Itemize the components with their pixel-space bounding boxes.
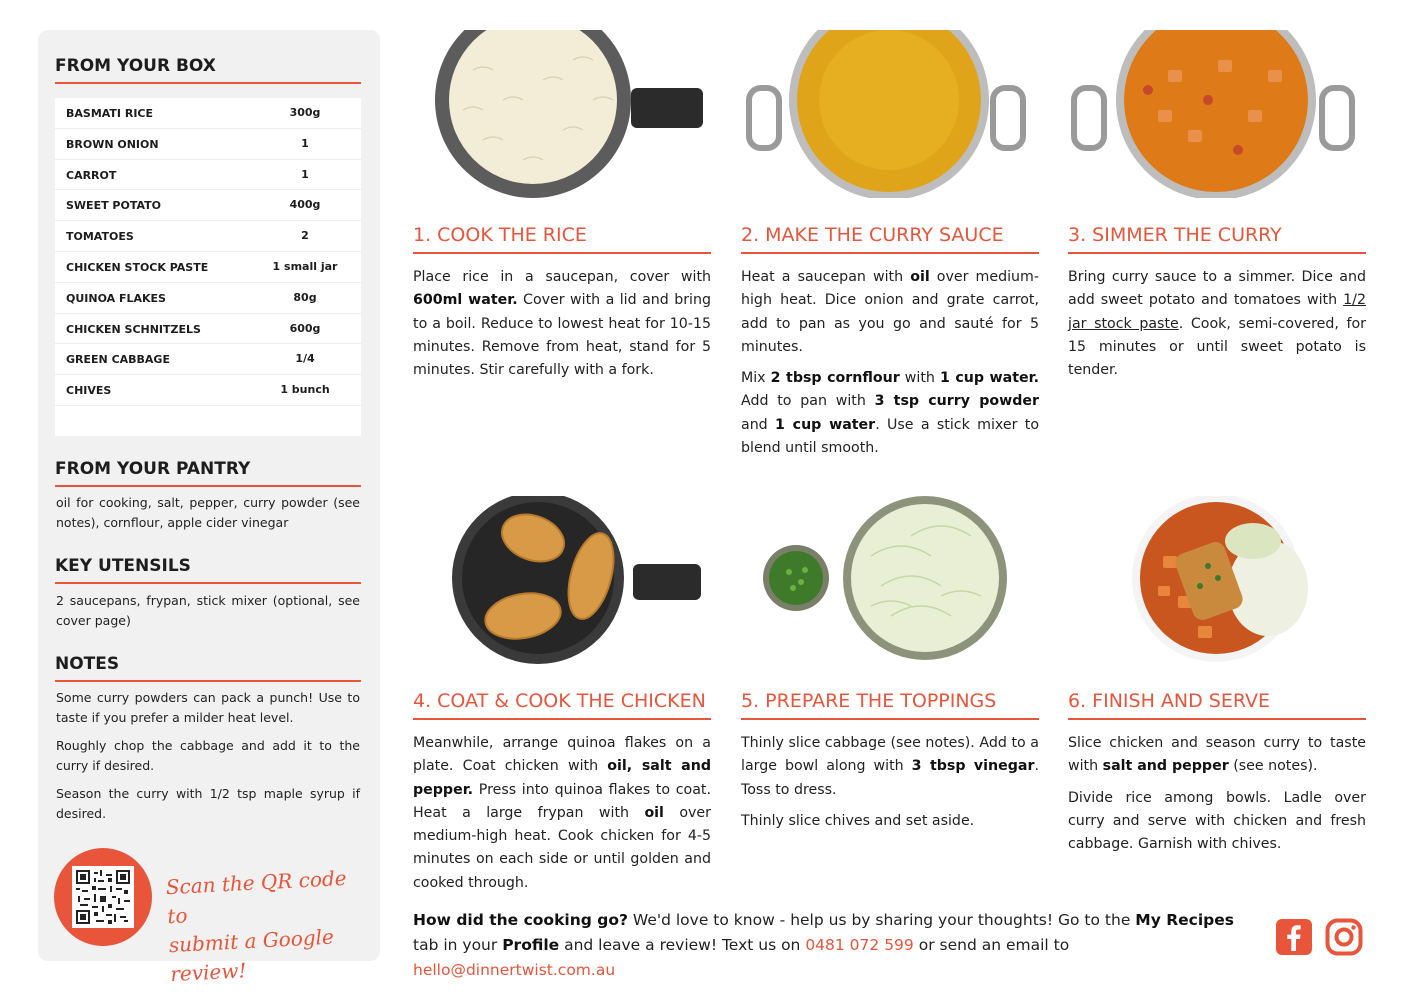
ingredient-name: SWEET POTATO bbox=[66, 199, 161, 213]
step-4-photo bbox=[413, 496, 711, 664]
feedback-footer bbox=[413, 908, 1263, 983]
step-paragraph bbox=[413, 732, 711, 895]
step-1-text bbox=[413, 266, 711, 382]
step-1-title: 1. COOK THE RICE bbox=[413, 224, 711, 254]
ingredient-row bbox=[55, 314, 361, 345]
text-run: Cover with a lid and bring to a boil. Reduce to lowest heat for 10-15 minutes. Remove from heat, stand for 5 minutes. Stir carefully with a fork. bbox=[413, 292, 711, 379]
step-4-title: 4. COAT & COOK THE CHICKEN bbox=[413, 690, 711, 720]
ingredient-row bbox=[55, 344, 361, 375]
text-run: over medium-high heat. Cook chicken for 4-5 minutes on each side or until golden and cooked through. bbox=[413, 804, 711, 891]
ingredient-name: BASMATI RICE bbox=[66, 107, 154, 120]
step-4-text bbox=[413, 732, 711, 895]
text-run: Thinly slice chives and set aside. bbox=[741, 812, 975, 829]
qr-caption-line-1: Scan the QR code to bbox=[165, 865, 348, 929]
qr-caption-line-2: submit a Google review! bbox=[168, 924, 335, 987]
ingredient-quantity: 1 bbox=[301, 167, 309, 181]
text-run: Meanwhile, arrange quinoa flakes on a plate. Coat chicken with bbox=[413, 735, 711, 775]
ingredient-quantity: 1 small jar bbox=[272, 259, 338, 273]
ingredient-row bbox=[55, 98, 361, 129]
pantry-text: oil for cooking, salt, pepper, curry powder (see notes), cornflour, apple cider vinegar bbox=[56, 495, 360, 530]
step-2-text bbox=[741, 266, 1039, 460]
ingredient-quantity: 600g bbox=[289, 321, 321, 335]
ingredient-row bbox=[55, 129, 361, 160]
facebook-icon[interactable] bbox=[1275, 918, 1313, 956]
note-1: Some curry powders can pack a punch! Use to taste if you prefer a milder heat level. bbox=[56, 690, 360, 725]
ingredient-quantity: 2 bbox=[301, 229, 309, 243]
ingredient-name: GREEN CABBAGE bbox=[66, 353, 170, 367]
step-paragraph bbox=[741, 810, 1039, 833]
ingredient-quantity: 80g bbox=[293, 290, 317, 304]
emphasis-text: 3 tsp curry powder bbox=[874, 393, 1040, 410]
text-run: We'd love to know - help us by sharing your thoughts! Go to the bbox=[627, 911, 1136, 929]
text-run: Press into quinoa flakes to coat. Heat a large frypan with bbox=[413, 781, 711, 821]
text-run: or send an email to bbox=[913, 936, 1070, 954]
ingredient-row bbox=[55, 283, 361, 314]
ingredient-name: CHICKEN STOCK PASTE bbox=[66, 260, 209, 274]
step-5-text bbox=[741, 732, 1039, 833]
emphasis-text: oil bbox=[644, 804, 664, 821]
ingredient-row bbox=[55, 252, 361, 283]
emphasis-text: oil bbox=[910, 269, 930, 285]
ingredient-quantity: 300g bbox=[289, 106, 321, 119]
emphasis-text: 2 tbsp cornflour bbox=[770, 370, 900, 387]
text-run: Mix bbox=[741, 370, 771, 387]
text-run: Place rice in a saucepan, cover with bbox=[413, 269, 711, 285]
emphasis-text: How did the cooking go? bbox=[413, 911, 628, 929]
ingredient-row bbox=[55, 375, 361, 406]
text-run: Divide rice among bowls. Ladle over curry and serve with chicken and fresh cabbage. Garnish with chives. bbox=[1068, 789, 1366, 853]
step-6-text bbox=[1068, 732, 1366, 856]
step-paragraph bbox=[1068, 266, 1366, 382]
text-run: tab in your bbox=[413, 936, 503, 954]
text-run: Heat a saucepan with bbox=[741, 269, 911, 285]
ingredient-name: BROWN ONION bbox=[66, 137, 159, 151]
ingredient-name: CHICKEN SCHNITZELS bbox=[66, 322, 201, 336]
text-run: over medium-high heat. Dice onion and grate carrot, add to pan as you go and sauté for 5 minutes. bbox=[741, 269, 1039, 355]
text-run: with bbox=[899, 370, 940, 387]
step-paragraph bbox=[1068, 732, 1366, 779]
pantry-title: FROM YOUR PANTRY bbox=[55, 459, 361, 487]
text-run: (see notes). bbox=[1228, 758, 1318, 775]
emphasis-text: My Recipes bbox=[1135, 911, 1234, 929]
notes-title: NOTES bbox=[55, 654, 361, 682]
ingredient-quantity: 1 bbox=[301, 136, 309, 150]
step-paragraph bbox=[741, 367, 1039, 460]
step-2-title: 2. MAKE THE CURRY SAUCE bbox=[741, 224, 1039, 254]
ingredient-name: CHIVES bbox=[66, 384, 112, 398]
step-paragraph bbox=[741, 266, 1039, 359]
text-run: Thinly slice cabbage (see notes). Add to a large bowl along with bbox=[741, 735, 1039, 775]
qr-badge bbox=[54, 848, 152, 946]
text-run: Slice chicken and season curry to taste with bbox=[1068, 735, 1366, 775]
emphasis-text: 1 cup water bbox=[775, 416, 876, 433]
step-5-photo bbox=[741, 496, 1039, 664]
ingredient-quantity: 400g bbox=[289, 198, 321, 212]
note-3: Season the curry with 1/2 tsp maple syrup if desired. bbox=[56, 786, 360, 821]
qr-caption bbox=[165, 863, 371, 989]
text-run: . Use a stick mixer to blend until smooth. bbox=[741, 416, 1040, 457]
box-title: FROM YOUR BOX bbox=[55, 56, 361, 84]
step-6-title: 6. FINISH AND SERVE bbox=[1068, 690, 1366, 720]
text-run: Bring curry sauce to a simmer. Dice and add sweet potato and tomatoes with bbox=[1068, 269, 1366, 309]
ingredient-name: CARROT bbox=[66, 168, 117, 182]
text-run: . Cook, semi-covered, for 15 minutes or until sweet potato is tender. bbox=[1068, 315, 1366, 379]
emphasis-text: Profile bbox=[502, 936, 560, 954]
step-paragraph bbox=[741, 732, 1039, 802]
underlined-text: 1/2 jar stock paste bbox=[1068, 292, 1366, 332]
ingredient-name: QUINOA FLAKES bbox=[66, 291, 166, 305]
ingredients-panel bbox=[38, 30, 380, 987]
step-3-title: 3. SIMMER THE CURRY bbox=[1068, 224, 1366, 254]
note-2: Roughly chop the cabbage and add it to the curry if desired. bbox=[56, 738, 360, 773]
emphasis-text: 1 cup water. bbox=[939, 370, 1039, 387]
step-6-photo bbox=[1068, 496, 1366, 664]
utensils-title: KEY UTENSILS bbox=[55, 556, 361, 584]
ingredient-quantity: 1/4 bbox=[295, 352, 315, 366]
emphasis-text: 3 tbsp vinegar bbox=[911, 758, 1035, 775]
emphasis-text: 600ml water. bbox=[413, 292, 518, 309]
ingredient-row bbox=[55, 221, 361, 252]
ingredient-row bbox=[55, 190, 361, 221]
ingredient-quantity: 1 bunch bbox=[280, 383, 330, 397]
text-run: . Toss to dress. bbox=[741, 758, 1039, 798]
text-run: Add to pan with bbox=[741, 393, 875, 410]
text-run: and leave a review! Text us on bbox=[559, 936, 806, 954]
utensils-text: 2 saucepans, frypan, stick mixer (optional, see cover page) bbox=[56, 593, 360, 628]
text-run: and bbox=[741, 416, 776, 433]
step-paragraph bbox=[413, 266, 711, 382]
step-2-photo bbox=[741, 30, 1039, 198]
box-ingredients-table bbox=[55, 98, 361, 436]
step-5-title: 5. PREPARE THE TOPPINGS bbox=[741, 690, 1039, 720]
ingredient-name: TOMATOES bbox=[66, 230, 134, 244]
email-link[interactable]: hello@dinnertwist.com.au bbox=[413, 961, 616, 979]
phone-link[interactable]: 0481 072 599 bbox=[805, 936, 914, 954]
emphasis-text: oil, salt and pepper. bbox=[413, 758, 711, 798]
step-3-text bbox=[1068, 266, 1366, 382]
instagram-icon[interactable] bbox=[1325, 918, 1363, 956]
step-1-photo bbox=[413, 30, 711, 198]
step-paragraph bbox=[1068, 787, 1366, 857]
emphasis-text: salt and pepper bbox=[1102, 758, 1229, 775]
step-3-photo bbox=[1068, 30, 1366, 198]
ingredient-row bbox=[55, 160, 361, 191]
qr-code-icon[interactable] bbox=[72, 866, 134, 928]
